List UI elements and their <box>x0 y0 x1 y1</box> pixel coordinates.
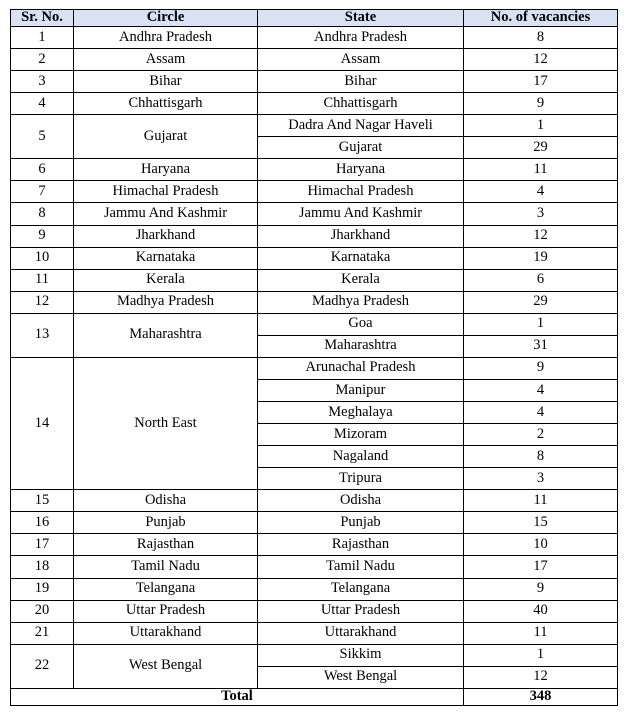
table-row <box>11 578 618 600</box>
table-header <box>11 10 618 27</box>
sr-no-cell: 7 <box>11 181 74 203</box>
sr-no-cell: 9 <box>11 225 74 247</box>
vacancies-cell: 9 <box>464 93 618 115</box>
table-row <box>11 600 618 622</box>
sr-no-cell: 22 <box>11 644 74 688</box>
circle-cell: Assam <box>74 49 258 71</box>
vacancies-cell: 29 <box>464 137 618 159</box>
header-state: State <box>258 10 464 27</box>
sr-no-cell: 3 <box>11 71 74 93</box>
state-cell: Uttar Pradesh <box>258 600 464 622</box>
circle-cell: Gujarat <box>74 115 258 159</box>
circle-cell: Jharkhand <box>74 225 258 247</box>
vacancies-cell: 6 <box>464 269 618 291</box>
state-cell: Mizoram <box>258 424 464 446</box>
table-row <box>11 115 618 137</box>
sr-no-cell: 4 <box>11 93 74 115</box>
state-cell: Tripura <box>258 468 464 490</box>
sr-no-cell: 11 <box>11 269 74 291</box>
circle-cell: Tamil Nadu <box>74 556 258 578</box>
vacancies-cell: 29 <box>464 291 618 313</box>
circle-cell: Rajasthan <box>74 534 258 556</box>
state-cell: Haryana <box>258 159 464 181</box>
sr-no-cell: 1 <box>11 26 74 48</box>
vacancies-cell: 9 <box>464 357 618 379</box>
sr-no-cell: 12 <box>11 291 74 313</box>
vacancies-cell: 17 <box>464 556 618 578</box>
sr-no-cell: 2 <box>11 49 74 71</box>
state-cell: Kerala <box>258 269 464 291</box>
table-row <box>11 313 618 335</box>
circle-cell: Uttar Pradesh <box>74 600 258 622</box>
state-cell: Karnataka <box>258 247 464 269</box>
circle-cell: Odisha <box>74 490 258 512</box>
total-row <box>11 689 618 706</box>
vacancies-cell: 2 <box>464 424 618 446</box>
vacancies-cell: 1 <box>464 313 618 335</box>
table-row <box>11 247 618 269</box>
table-row <box>11 71 618 93</box>
total-label: Total <box>11 689 464 706</box>
table-row <box>11 512 618 534</box>
sr-no-cell: 5 <box>11 115 74 159</box>
sr-no-cell: 17 <box>11 534 74 556</box>
state-cell: Uttarakhand <box>258 622 464 644</box>
state-cell: Arunachal Pradesh <box>258 357 464 379</box>
state-cell: Chhattisgarh <box>258 93 464 115</box>
circle-cell: West Bengal <box>74 644 258 688</box>
vacancies-cell: 12 <box>464 49 618 71</box>
sr-no-cell: 8 <box>11 203 74 225</box>
vacancies-cell: 1 <box>464 115 618 137</box>
state-cell: West Bengal <box>258 666 464 688</box>
table-row <box>11 225 618 247</box>
vacancies-cell: 12 <box>464 666 618 688</box>
table-row <box>11 357 618 379</box>
circle-cell: Uttarakhand <box>74 622 258 644</box>
state-cell: Bihar <box>258 71 464 93</box>
state-cell: Himachal Pradesh <box>258 181 464 203</box>
sr-no-cell: 6 <box>11 159 74 181</box>
state-cell: Sikkim <box>258 644 464 666</box>
circle-cell: Chhattisgarh <box>74 93 258 115</box>
state-cell: Odisha <box>258 490 464 512</box>
vacancies-cell: 4 <box>464 379 618 401</box>
vacancies-cell: 19 <box>464 247 618 269</box>
vacancies-cell: 4 <box>464 181 618 203</box>
table-row <box>11 49 618 71</box>
total-value: 348 <box>464 689 618 706</box>
sr-no-cell: 19 <box>11 578 74 600</box>
circle-cell: Maharashtra <box>74 313 258 357</box>
sr-no-cell: 14 <box>11 357 74 489</box>
table-row <box>11 644 618 666</box>
vacancies-cell: 9 <box>464 578 618 600</box>
table-row <box>11 622 618 644</box>
state-cell: Nagaland <box>258 446 464 468</box>
vacancies-cell: 17 <box>464 71 618 93</box>
circle-cell: Kerala <box>74 269 258 291</box>
header-row <box>11 10 618 27</box>
table-row <box>11 269 618 291</box>
vacancies-cell: 8 <box>464 26 618 48</box>
state-cell: Meghalaya <box>258 402 464 424</box>
table-row <box>11 93 618 115</box>
vacancies-cell: 15 <box>464 512 618 534</box>
header-vacancies: No. of vacancies <box>464 10 618 27</box>
vacancies-cell: 11 <box>464 622 618 644</box>
table-row <box>11 181 618 203</box>
circle-cell: Punjab <box>74 512 258 534</box>
sr-no-cell: 16 <box>11 512 74 534</box>
vacancies-cell: 11 <box>464 490 618 512</box>
circle-cell: Andhra Pradesh <box>74 26 258 48</box>
state-cell: Punjab <box>258 512 464 534</box>
vacancy-table <box>10 9 618 706</box>
vacancies-cell: 8 <box>464 446 618 468</box>
state-cell: Dadra And Nagar Haveli <box>258 115 464 137</box>
vacancies-cell: 1 <box>464 644 618 666</box>
circle-cell: Bihar <box>74 71 258 93</box>
table-row <box>11 26 618 48</box>
state-cell: Tamil Nadu <box>258 556 464 578</box>
vacancies-cell: 10 <box>464 534 618 556</box>
circle-cell: Jammu And Kashmir <box>74 203 258 225</box>
table-footer <box>11 689 618 706</box>
vacancies-cell: 40 <box>464 600 618 622</box>
table-body <box>11 26 618 688</box>
state-cell: Jharkhand <box>258 225 464 247</box>
circle-cell: Telangana <box>74 578 258 600</box>
sr-no-cell: 20 <box>11 600 74 622</box>
vacancies-cell: 4 <box>464 402 618 424</box>
circle-cell: Madhya Pradesh <box>74 291 258 313</box>
sr-no-cell: 13 <box>11 313 74 357</box>
vacancies-cell: 31 <box>464 335 618 357</box>
state-cell: Telangana <box>258 578 464 600</box>
sr-no-cell: 15 <box>11 490 74 512</box>
table-row <box>11 291 618 313</box>
state-cell: Manipur <box>258 379 464 401</box>
state-cell: Jammu And Kashmir <box>258 203 464 225</box>
circle-cell: North East <box>74 357 258 489</box>
state-cell: Maharashtra <box>258 335 464 357</box>
state-cell: Goa <box>258 313 464 335</box>
header-circle: Circle <box>74 10 258 27</box>
header-sr-no: Sr. No. <box>11 10 74 27</box>
state-cell: Madhya Pradesh <box>258 291 464 313</box>
sr-no-cell: 21 <box>11 622 74 644</box>
state-cell: Rajasthan <box>258 534 464 556</box>
state-cell: Andhra Pradesh <box>258 26 464 48</box>
table-row <box>11 556 618 578</box>
state-cell: Assam <box>258 49 464 71</box>
vacancies-cell: 3 <box>464 468 618 490</box>
table-row <box>11 203 618 225</box>
circle-cell: Haryana <box>74 159 258 181</box>
table-row <box>11 534 618 556</box>
vacancies-cell: 12 <box>464 225 618 247</box>
sr-no-cell: 10 <box>11 247 74 269</box>
table-row <box>11 159 618 181</box>
vacancies-cell: 3 <box>464 203 618 225</box>
table-row <box>11 490 618 512</box>
vacancies-cell: 11 <box>464 159 618 181</box>
state-cell: Gujarat <box>258 137 464 159</box>
sr-no-cell: 18 <box>11 556 74 578</box>
circle-cell: Himachal Pradesh <box>74 181 258 203</box>
circle-cell: Karnataka <box>74 247 258 269</box>
